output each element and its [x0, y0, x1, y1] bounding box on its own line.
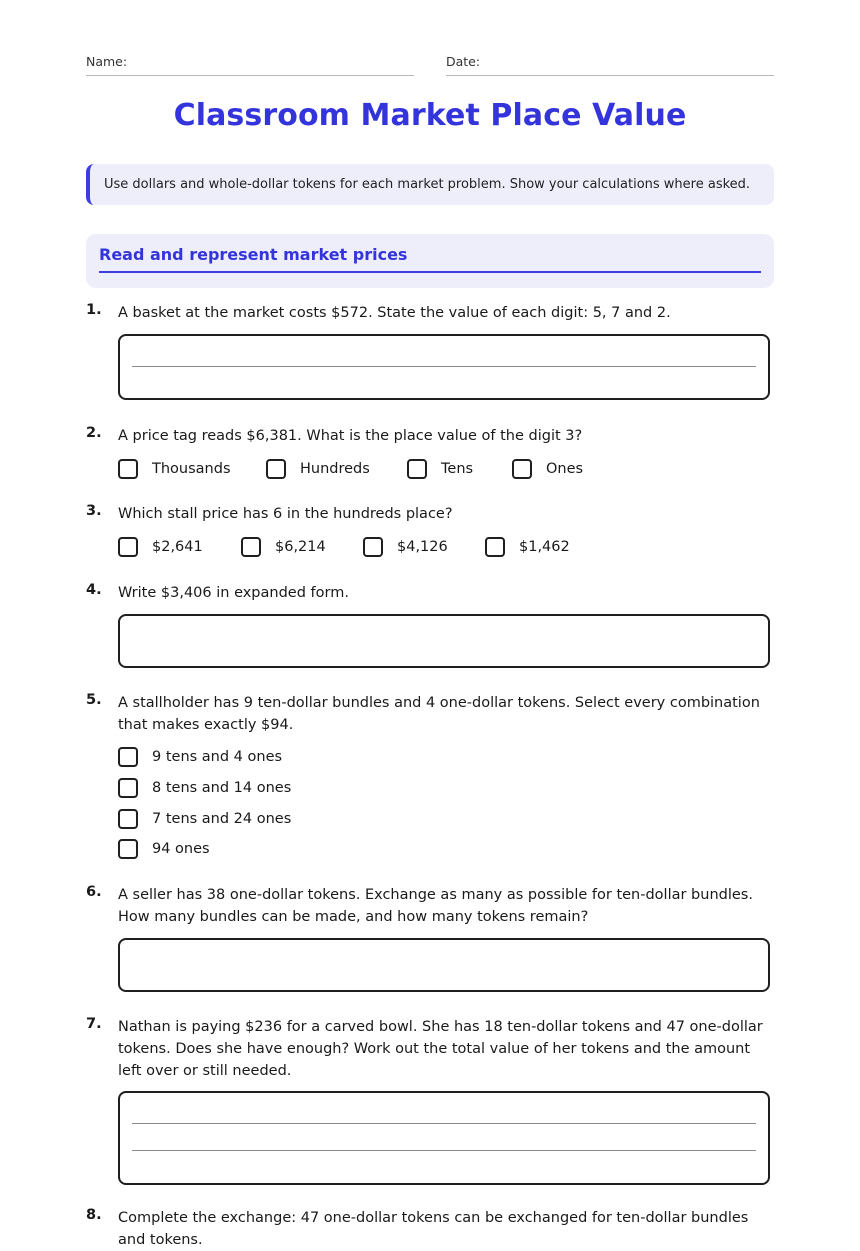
- option-3[interactable]: [118, 808, 418, 832]
- checkbox[interactable]: [118, 537, 138, 557]
- answer-line: [132, 1123, 756, 1124]
- checkbox[interactable]: [118, 839, 138, 859]
- option-label: $2,641: [152, 539, 203, 555]
- question-text: A seller has 38 one-dollar tokens. Exchange as many as possible for ten-dollar bundles. How many bundles can be made, and how many tokens remain?: [118, 887, 753, 925]
- question-text: A basket at the market costs $572. State the value of each digit: 5, 7 and 2.: [118, 305, 671, 321]
- page-title: Classroom Market Place Value: [173, 98, 687, 133]
- question-number: 2.: [86, 425, 102, 441]
- answer-box[interactable]: [118, 334, 770, 400]
- question-text: Write $3,406 in expanded form.: [118, 585, 349, 601]
- section-title: Read and represent market prices: [99, 244, 761, 273]
- option-label: $6,214: [275, 539, 326, 555]
- question-text: Complete the exchange: 47 one-dollar tokens can be exchanged for ten-dollar bundles and tokens.: [118, 1210, 749, 1248]
- question-number: 5.: [86, 692, 102, 708]
- name-label: Name:: [86, 54, 128, 69]
- section-header: [86, 234, 774, 288]
- question-number: 6.: [86, 884, 102, 900]
- instructions-text: Use dollars and whole-dollar tokens for each market problem. Show your calculations where asked.: [104, 177, 751, 192]
- checkbox[interactable]: [485, 537, 505, 557]
- option-label: 94 ones: [152, 841, 210, 857]
- option-label: $4,126: [397, 539, 448, 555]
- checkbox[interactable]: [118, 459, 138, 479]
- option-label: Tens: [441, 461, 474, 477]
- checkbox[interactable]: [118, 747, 138, 767]
- checkbox[interactable]: [512, 459, 532, 479]
- checkbox[interactable]: [407, 459, 427, 479]
- option-label: $1,462: [519, 539, 570, 555]
- date-field[interactable]: [446, 54, 774, 76]
- answer-box[interactable]: [118, 614, 770, 668]
- name-field[interactable]: [86, 54, 414, 76]
- question-text: Nathan is paying $236 for a carved bowl. She has 18 ten-dollar tokens and 47 one-dollar tokens. Does she have enough? Work out the total value of her tokens and the amount left over or still needed.: [118, 1019, 763, 1079]
- question-number: 3.: [86, 503, 102, 519]
- answer-box[interactable]: [118, 938, 770, 992]
- question-text: A stallholder has 9 ten-dollar bundles and 4 one-dollar tokens. Select every combination that makes exactly $94.: [118, 695, 760, 733]
- question-number: 8.: [86, 1207, 102, 1223]
- checkbox[interactable]: [241, 537, 261, 557]
- question-text: A price tag reads $6,381. What is the place value of the digit 3?: [118, 428, 583, 444]
- option-label: 8 tens and 14 ones: [152, 780, 292, 796]
- checkbox[interactable]: [363, 537, 383, 557]
- option-2[interactable]: [118, 777, 418, 801]
- checkbox[interactable]: [266, 459, 286, 479]
- answer-line: [132, 366, 756, 367]
- option-label: Hundreds: [300, 461, 370, 477]
- option-1[interactable]: [118, 746, 418, 770]
- answer-box[interactable]: [118, 1091, 770, 1185]
- instructions-callout: [86, 164, 774, 205]
- options-row: [118, 536, 774, 560]
- checkbox[interactable]: [118, 778, 138, 798]
- option-label: 9 tens and 4 ones: [152, 749, 283, 765]
- question-text: Which stall price has 6 in the hundreds place?: [118, 506, 453, 522]
- option-4[interactable]: [118, 838, 418, 862]
- options-row: [118, 458, 774, 482]
- date-label: Date:: [446, 54, 481, 69]
- question-number: 1.: [86, 302, 102, 318]
- option-label: 7 tens and 24 ones: [152, 811, 292, 827]
- option-label: Ones: [546, 461, 584, 477]
- question-number: 4.: [86, 582, 102, 598]
- checkbox[interactable]: [118, 809, 138, 829]
- name-date-row: [86, 54, 774, 76]
- answer-line: [132, 1150, 756, 1151]
- option-label: Thousands: [152, 461, 231, 477]
- question-number: 7.: [86, 1016, 102, 1032]
